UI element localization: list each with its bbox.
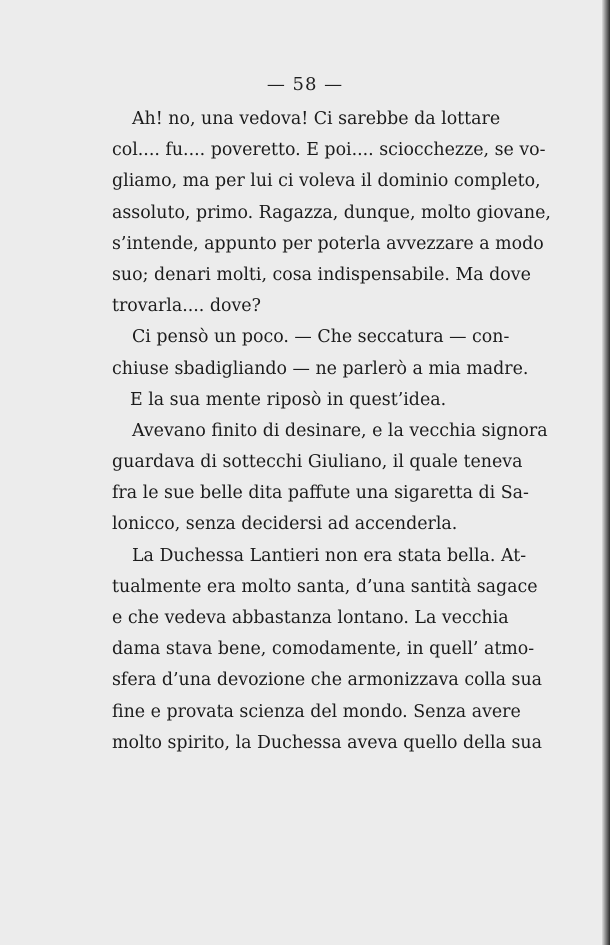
text-line: guardava di sottecchi Giuliano, il quale teneva — [112, 452, 523, 473]
page-text — [112, 104, 551, 759]
page-number: — 58 — — [266, 74, 344, 95]
text-line: lonicco, senza decidersi ad accenderla. — [112, 514, 458, 535]
text-line: fra le sue belle dita paffute una sigaretta di Sa- — [112, 483, 529, 504]
text-line: s’intende, appunto per poterla avvezzare a modo — [112, 233, 544, 254]
text-line: trovarla.... dove? — [112, 296, 261, 317]
text-line: dama stava bene, comodamente, in quell’ atmo- — [112, 639, 535, 660]
text-line: fine e provata scienza del mondo. Senza avere — [112, 701, 521, 722]
text-line: tualmente era molto santa, d’una santità sagace — [112, 576, 538, 597]
text-line: E la sua mente riposò in quest’idea. — [130, 389, 447, 410]
text-line: Ci pensò un poco. — Che seccatura — con- — [132, 327, 510, 348]
text-line: gliamo, ma per lui ci voleva il dominio completo, — [112, 171, 541, 192]
text-line: molto spirito, la Duchessa aveva quello della sua — [112, 732, 542, 753]
text-line: col.... fu.... poveretto. E poi.... sciocchezze, se vo- — [112, 140, 546, 161]
text-line: chiuse sbadigliando — ne parlerò a mia madre. — [112, 358, 529, 379]
text-line: Avevano finito di desinare, e la vecchia signora — [132, 420, 548, 441]
text-line: suo; denari molti, cosa indispensabile. Ma dove — [112, 264, 531, 285]
text-line: Ah! no, una vedova! Ci sarebbe da lottare — [132, 109, 501, 129]
page-edge-shadow — [602, 0, 610, 945]
text-line: assoluto, primo. Ragazza, dunque, molto giovane, — [112, 202, 551, 223]
text-line: La Duchessa Lantieri non era stata bella. At- — [132, 545, 527, 566]
text-line: e che vedeva abbastanza lontano. La vecchia — [112, 608, 509, 628]
text-line: sfera d’una devozione che armonizzava colla sua — [112, 670, 543, 691]
